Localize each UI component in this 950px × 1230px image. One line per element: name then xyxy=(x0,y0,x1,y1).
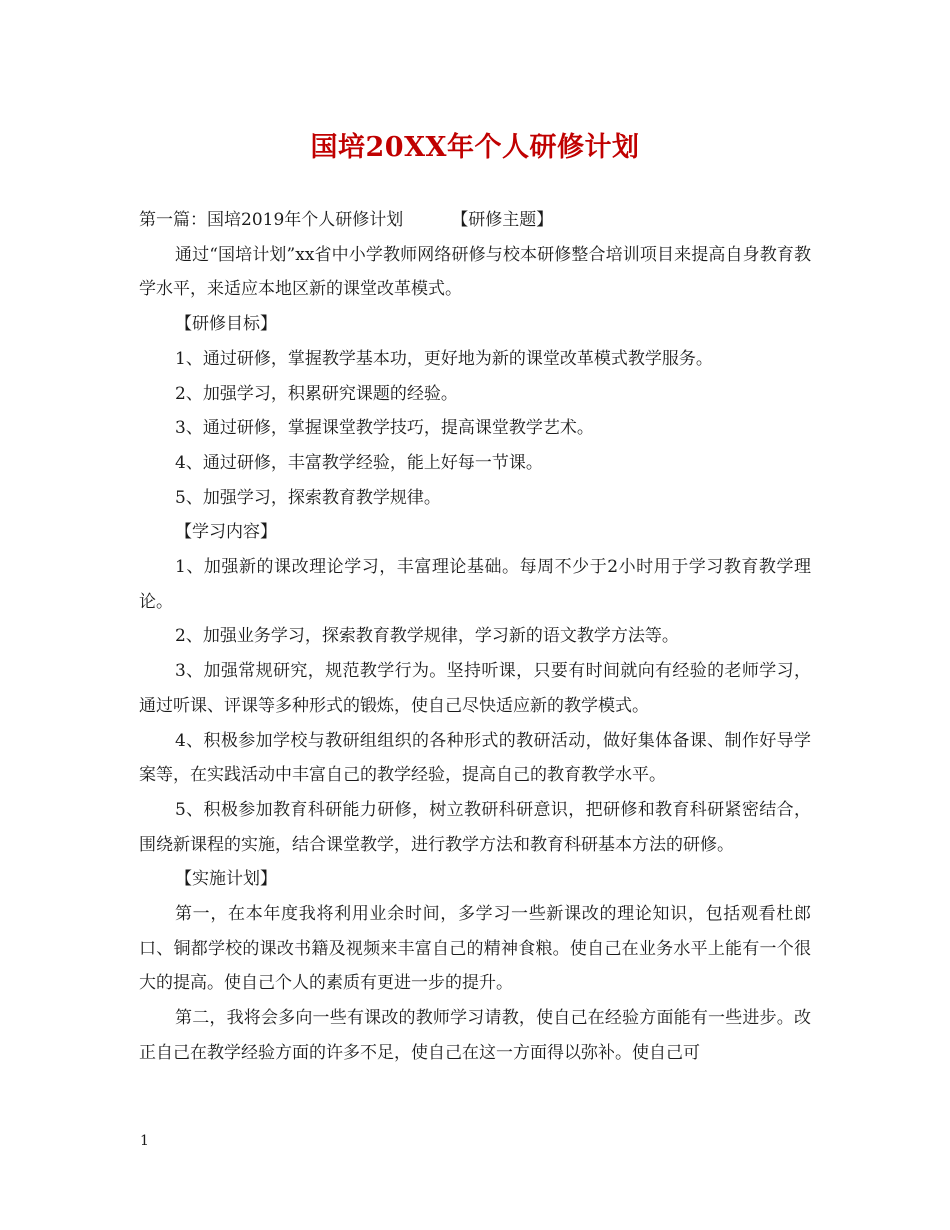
list-item: 3、通过研修，掌握课堂教学技巧，提高课堂教学艺术。 xyxy=(175,418,594,439)
list-item: 4、积极参加学校与教研组组织的各种形式的教研活动，做好集体备课、制作好导学案等，在实践活动中丰富自己的教学经验，提高自己的教育教学水平。 xyxy=(139,730,811,786)
section-heading: 【研修目标】 xyxy=(175,314,277,335)
part-heading: 第一篇：国培2019年个人研修计划 xyxy=(139,210,404,230)
section-heading: 【实施计划】 xyxy=(175,869,277,890)
page-number: 1 xyxy=(140,1133,149,1149)
section-heading: 【学习内容】 xyxy=(175,522,277,543)
paragraph: 通过“国培计划”xx省中小学教师网络研修与校本研修整合培训项目来提高自身教育教学水平，来适应本地区新的课堂改革模式。 xyxy=(139,244,811,300)
list-item: 2、加强学习，积累研究课题的经验。 xyxy=(175,383,458,404)
list-item: 1、通过研修，掌握教学基本功，更好地为新的课堂改革模式教学服务。 xyxy=(175,348,713,369)
paragraph: 第一，在本年度我将利用业余时间，多学习一些新课改的理论知识，包括观看杜郎口、铜都学校的课改书籍及视频来丰富自己的精神食粮。使自己在业务水平上能有一个很大的提高。使自己个人的素质有更进一步的提升。 xyxy=(139,904,811,994)
list-item: 5、加强学习，探索教育教学规律。 xyxy=(175,487,441,508)
document-body xyxy=(139,203,811,1071)
list-item: 4、通过研修，丰富教学经验，能上好每一节课。 xyxy=(175,452,543,473)
paragraph: 第二，我将会多向一些有课改的教师学习请教，使自己在经验方面能有一些进步。改正自己在教学经验方面的许多不足，使自己在这一方面得以弥补。使自己可 xyxy=(139,1008,811,1063)
section-heading: 【研修主题】 xyxy=(451,210,554,230)
list-item: 5、积极参加教育科研能力研修，树立教研科研意识，把研修和教育科研紧密结合，围绕新课程的实施，结合课堂教学，进行教学方法和教育科研基本方法的研修。 xyxy=(139,799,811,855)
list-item: 1、加强新的课改理论学习，丰富理论基础。每周不少于2小时用于学习教育教学理论。 xyxy=(139,557,811,612)
list-item: 3、加强常规研究，规范教学行为。坚持听课，只要有时间就向有经验的老师学习，通过听课、评课等多种形式的锻炼，使自己尽快适应新的教学模式。 xyxy=(139,661,811,716)
list-item: 2、加强业务学习，探索教育教学规律，学习新的语文教学方法等。 xyxy=(175,626,679,647)
document-title: 国培20XX年个人研修计划 xyxy=(310,132,640,163)
first-line xyxy=(139,203,811,238)
